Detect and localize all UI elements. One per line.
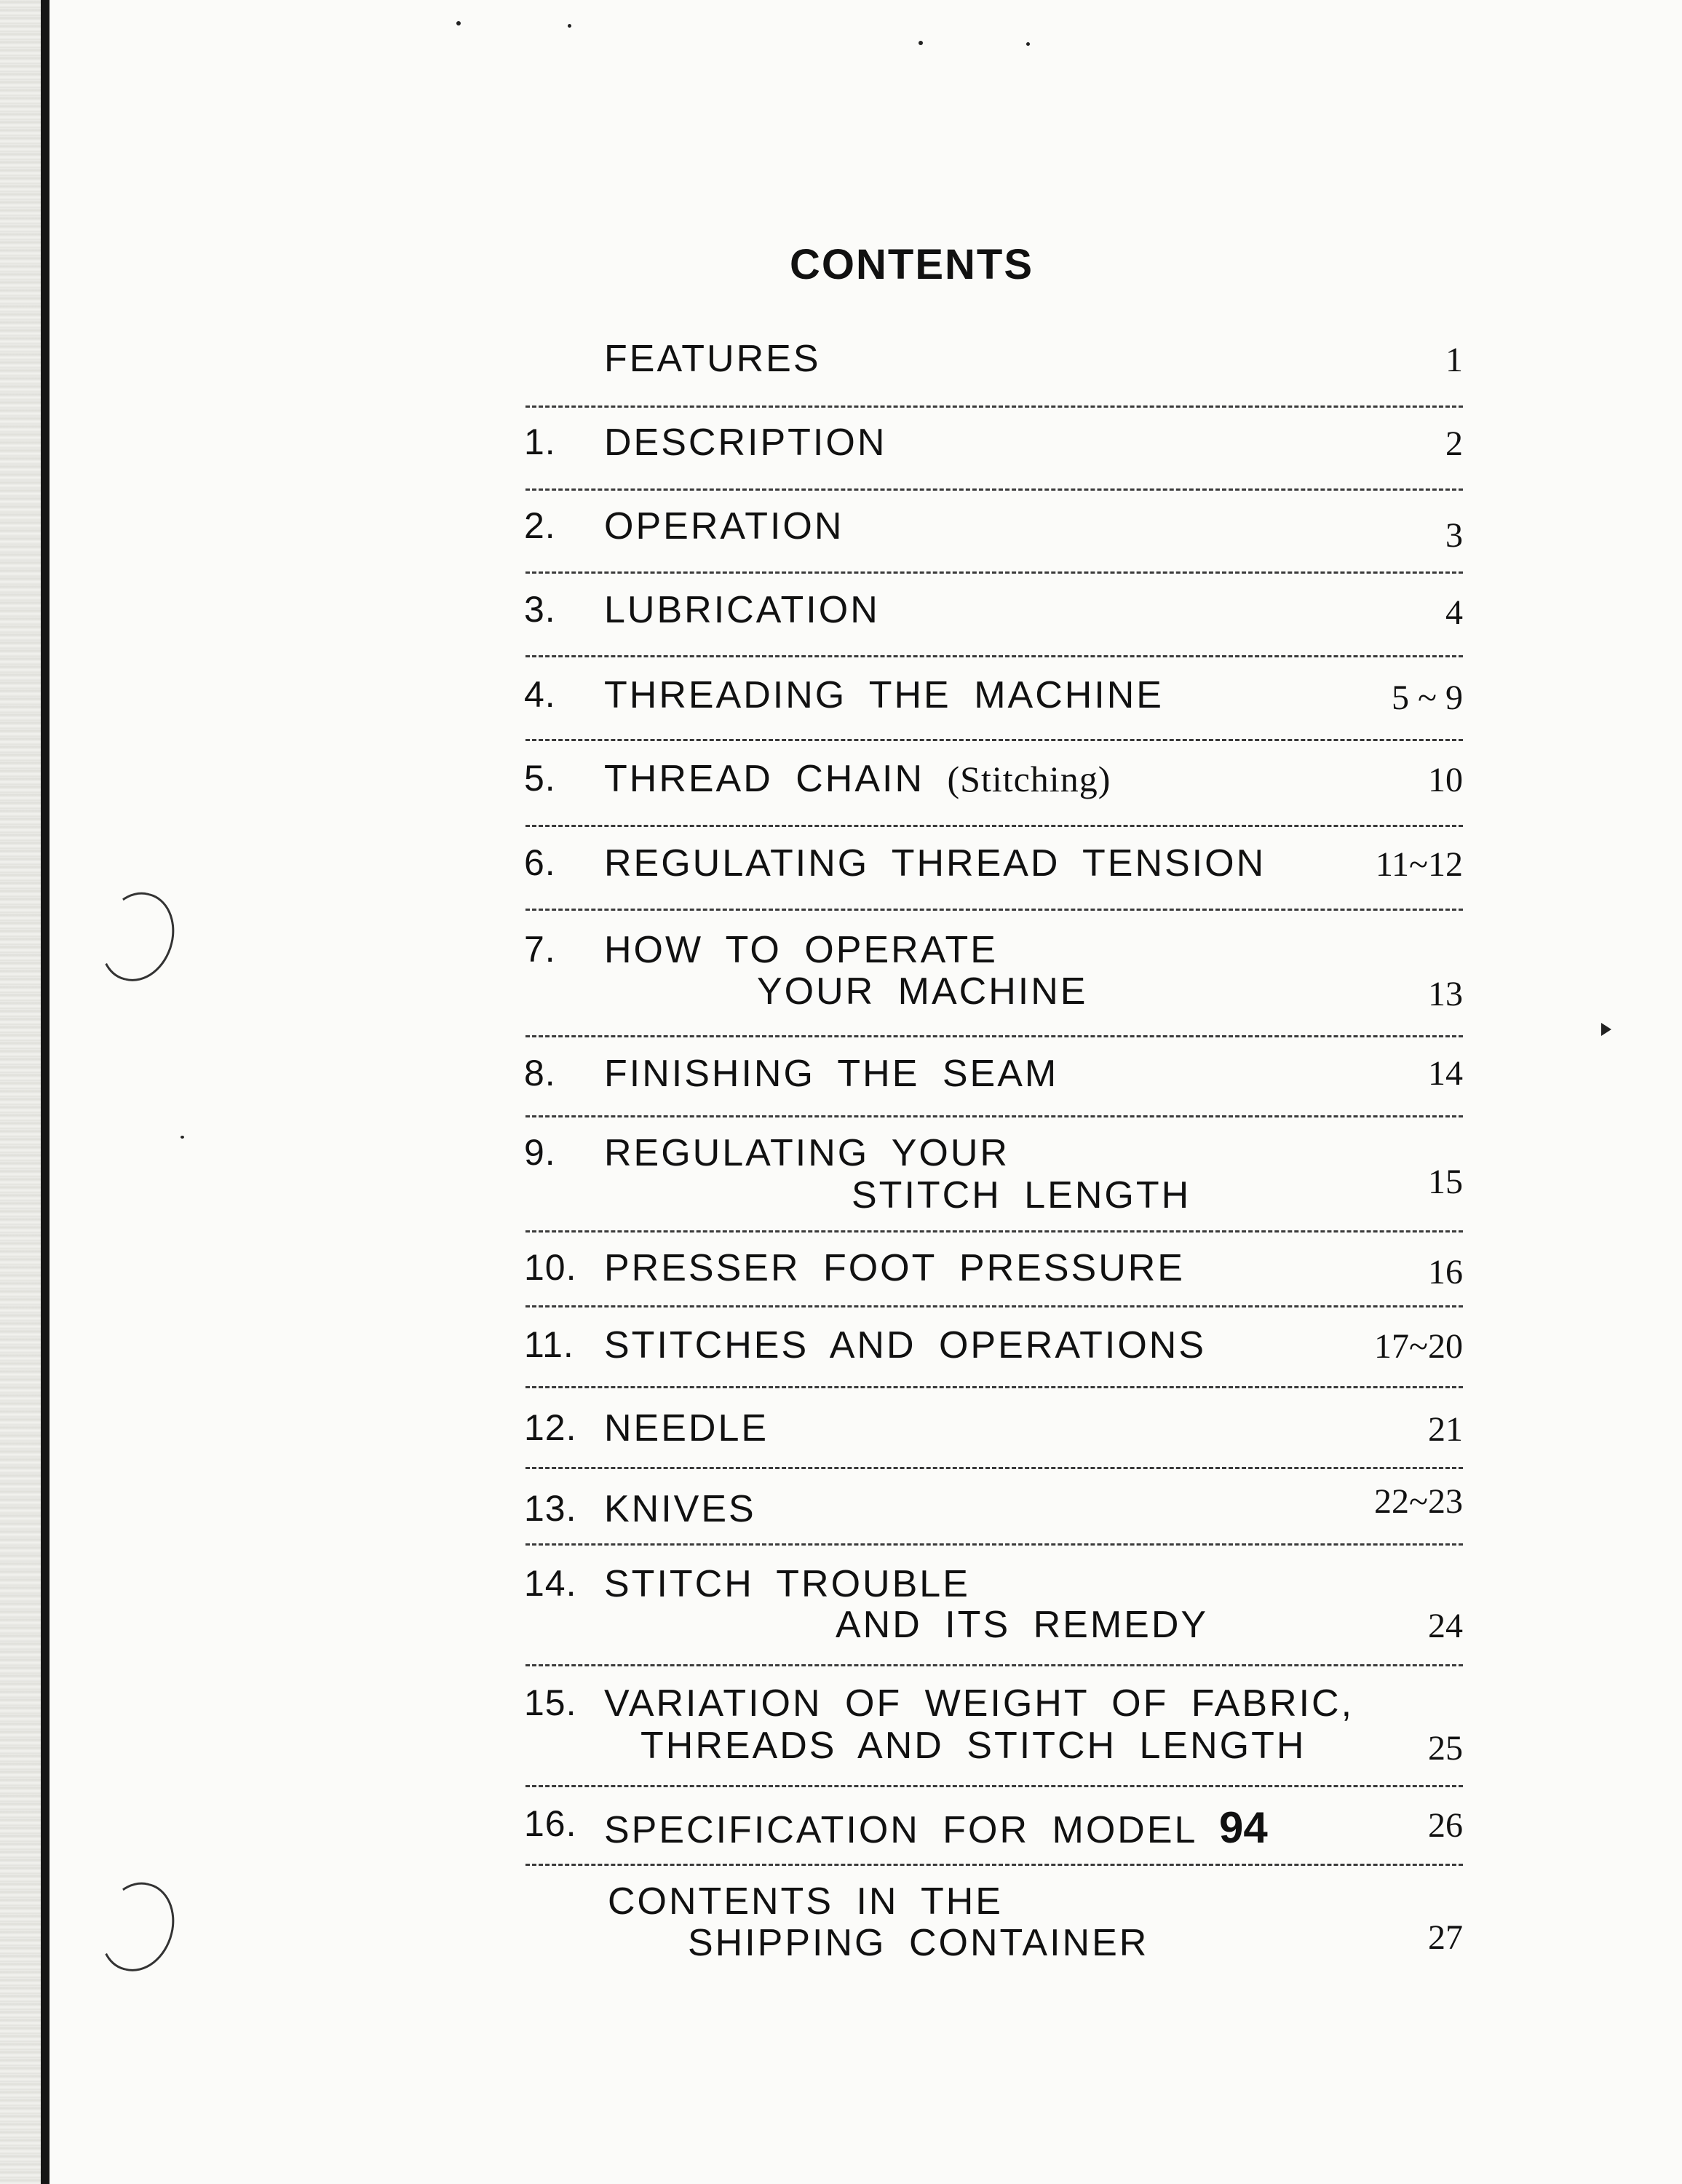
dashed-divider <box>525 488 1463 491</box>
entry-page: 1 <box>1445 341 1463 379</box>
entry-title-continued: SHIPPING CONTAINER <box>688 1922 1149 1964</box>
entry-page: 26 <box>1428 1806 1463 1845</box>
speck <box>568 24 571 28</box>
entry-title: CONTENTS IN THE <box>608 1880 1003 1923</box>
dashed-divider <box>525 405 1463 408</box>
entry-page: 5 ~ 9 <box>1392 678 1463 717</box>
entry-title-wrap <box>604 757 1111 801</box>
entry-title-continued: YOUR MACHINE <box>757 970 1088 1013</box>
dashed-divider <box>525 1864 1463 1866</box>
entry-page: 2 <box>1445 424 1463 463</box>
speck <box>456 21 461 25</box>
entry-number: 15. <box>524 1682 577 1723</box>
dashed-divider <box>525 1543 1463 1546</box>
entry-title: LUBRICATION <box>604 589 880 631</box>
entry-title-continued: STITCH LENGTH <box>852 1174 1191 1216</box>
entry-number: 1. <box>524 422 556 462</box>
entry-title: THREADING THE MACHINE <box>604 674 1164 716</box>
dashed-divider <box>525 1230 1463 1233</box>
dashed-divider <box>525 909 1463 911</box>
entry-title: VARIATION OF WEIGHT OF FABRIC, <box>604 1682 1354 1725</box>
entry-number: 6. <box>524 842 556 883</box>
binding-edge-line <box>41 0 49 2184</box>
entry-number: 2. <box>524 505 556 546</box>
entry-number: 16. <box>524 1803 577 1844</box>
dashed-divider <box>525 1305 1463 1307</box>
entry-title: SPECIFICATION FOR MODEL <box>604 1809 1197 1851</box>
entry-number: 7. <box>524 929 556 970</box>
entry-page: 24 <box>1428 1607 1463 1645</box>
punch-hole-upper <box>92 885 183 989</box>
entry-page: 16 <box>1428 1253 1463 1291</box>
entry-title: KNIVES <box>604 1488 756 1530</box>
entry-title: THREAD CHAIN <box>604 758 925 800</box>
entry-title: STITCH TROUBLE <box>604 1563 970 1605</box>
dashed-divider <box>525 1664 1463 1666</box>
dashed-divider <box>525 1467 1463 1469</box>
entry-page: 17~20 <box>1374 1327 1463 1366</box>
entry-number: 11. <box>524 1324 574 1365</box>
entry-page: 25 <box>1428 1729 1463 1768</box>
entry-title-continued: AND ITS REMEDY <box>836 1604 1209 1646</box>
speck <box>1026 42 1030 46</box>
entry-title: HOW TO OPERATE <box>604 929 998 971</box>
entry-title: FEATURES <box>604 338 821 380</box>
entry-number: 10. <box>524 1247 577 1288</box>
entry-title: FINISHING THE SEAM <box>604 1053 1059 1095</box>
dashed-divider <box>525 1115 1463 1117</box>
entry-page: 10 <box>1428 761 1463 799</box>
speck <box>919 41 923 45</box>
entry-page: 14 <box>1428 1054 1463 1093</box>
entry-page: 11~12 <box>1375 845 1463 884</box>
entry-number: 13. <box>524 1488 577 1529</box>
model-number: 94 <box>1218 1803 1268 1852</box>
entry-page: 15 <box>1428 1163 1463 1201</box>
entry-title: REGULATING YOUR <box>604 1132 1009 1174</box>
binding-edge-shadow <box>0 0 41 2184</box>
dashed-divider <box>525 571 1463 574</box>
entry-page: 13 <box>1428 975 1463 1013</box>
entry-title: DESCRIPTION <box>604 422 887 464</box>
punch-hole-lower <box>92 1875 183 1979</box>
dashed-divider <box>525 1785 1463 1787</box>
dashed-divider <box>525 739 1463 741</box>
entry-number: 8. <box>524 1053 556 1093</box>
dashed-divider <box>525 1035 1463 1037</box>
speck <box>181 1136 184 1139</box>
entry-title-suffix: (Stitching) <box>947 759 1111 799</box>
entry-title: NEEDLE <box>604 1407 769 1449</box>
page-title: CONTENTS <box>790 241 1034 288</box>
entry-title: STITCHES AND OPERATIONS <box>604 1324 1207 1366</box>
entry-title: OPERATION <box>604 505 844 547</box>
entry-number: 3. <box>524 589 556 630</box>
entry-page: 22~23 <box>1374 1482 1463 1521</box>
entry-title: REGULATING THREAD TENSION <box>604 842 1266 885</box>
dashed-divider <box>525 825 1463 827</box>
entry-title-continued: THREADS AND STITCH LENGTH <box>640 1725 1306 1767</box>
entry-page: 3 <box>1445 516 1463 555</box>
entry-title: PRESSER FOOT PRESSURE <box>604 1247 1185 1289</box>
entry-title-wrap <box>604 1803 1268 1853</box>
entry-number: 12. <box>524 1407 577 1448</box>
entry-number: 14. <box>524 1563 577 1604</box>
entry-number: 5. <box>524 758 556 799</box>
entry-number: 4. <box>524 674 556 715</box>
dashed-divider <box>525 1386 1463 1388</box>
entry-page: 21 <box>1428 1410 1463 1449</box>
entry-page: 27 <box>1428 1918 1463 1957</box>
dashed-divider <box>525 655 1463 657</box>
entry-page: 4 <box>1445 593 1463 632</box>
margin-mark <box>1601 1023 1611 1036</box>
entry-number: 9. <box>524 1132 556 1173</box>
